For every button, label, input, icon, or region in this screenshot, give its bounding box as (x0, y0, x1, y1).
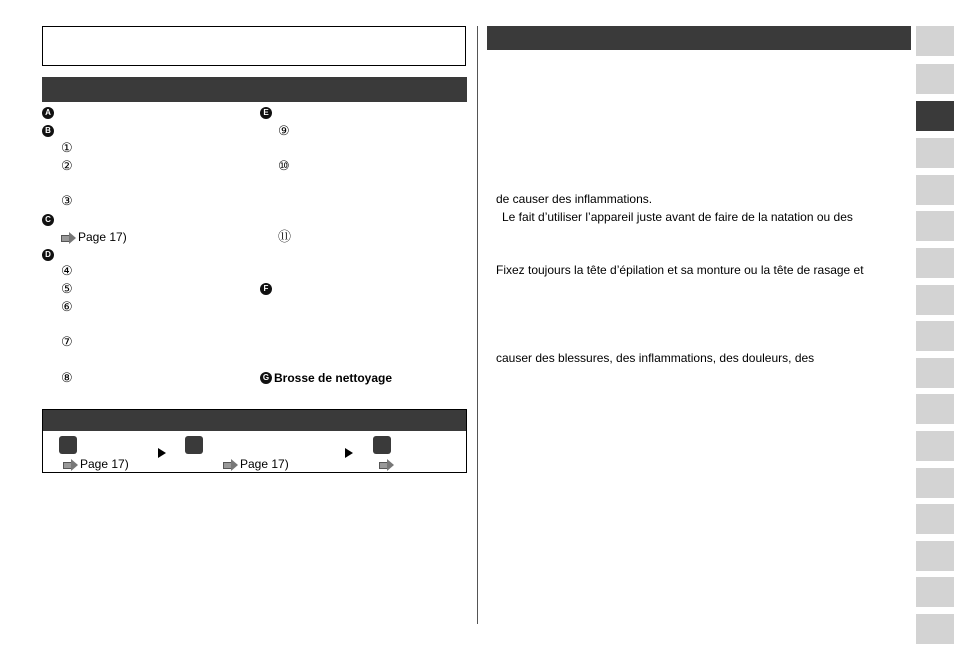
steps-section (42, 409, 467, 473)
part-number-2: ② (61, 158, 73, 173)
letter-d-icon: D (42, 249, 54, 261)
page-arrow-icon (379, 459, 395, 469)
side-tab-14[interactable] (916, 504, 954, 534)
letter-g-icon: G (260, 372, 272, 384)
side-tab-17[interactable] (916, 614, 954, 644)
letter-b-icon: B (42, 125, 54, 137)
page-arrow-icon (63, 459, 79, 469)
side-tab-8[interactable] (916, 285, 954, 315)
column-divider (477, 26, 478, 624)
side-tab-11[interactable] (916, 394, 954, 424)
right-section-header (487, 26, 911, 50)
page-arrow-icon (61, 232, 77, 242)
side-tab-16[interactable] (916, 577, 954, 607)
step-arrow-icon (158, 448, 166, 458)
page-arrow-icon (223, 459, 239, 469)
part-number-1: ① (61, 140, 73, 155)
step-2-page-ref: Page 17) (223, 457, 289, 471)
side-tab-5[interactable] (916, 175, 954, 205)
parts-section-header (42, 77, 467, 102)
step-2-box (185, 436, 203, 454)
side-tab-4[interactable] (916, 138, 954, 168)
part-number-11: ⑪ (278, 229, 292, 244)
step-arrow-icon (345, 448, 353, 458)
letter-a-icon: A (42, 107, 54, 119)
part-number-8: ⑧ (61, 370, 73, 385)
step-3-page-ref (379, 457, 396, 471)
part-number-5: ⑤ (61, 281, 73, 296)
steps-section-header (43, 410, 466, 431)
side-tab-12[interactable] (916, 431, 954, 461)
side-tab-3-active[interactable] (916, 101, 954, 131)
part-number-7: ⑦ (61, 334, 73, 349)
side-tab-13[interactable] (916, 468, 954, 498)
side-tab-2[interactable] (916, 64, 954, 94)
side-tab-15[interactable] (916, 541, 954, 571)
part-number-3: ③ (61, 193, 73, 208)
letter-f-icon: F (260, 283, 272, 295)
body-line-4: causer des blessures, des inflammations, des douleurs, des (496, 351, 815, 365)
part-number-10: ⑩ (278, 158, 290, 173)
side-tab-7[interactable] (916, 248, 954, 278)
body-line-1: de causer des inflammations. (496, 192, 653, 206)
letter-e-icon: E (260, 107, 272, 119)
side-tab-10[interactable] (916, 358, 954, 388)
letter-c-icon: C (42, 214, 54, 226)
side-tab-1[interactable] (916, 26, 954, 56)
step-1-box (59, 436, 77, 454)
step-3-box (373, 436, 391, 454)
side-tab-9[interactable] (916, 321, 954, 351)
part-number-4: ④ (61, 263, 73, 278)
side-tab-6[interactable] (916, 211, 954, 241)
part-number-6: ⑥ (61, 299, 73, 314)
body-line-2: Le fait d’utiliser l’appareil juste avant de faire de la natation ou des (502, 210, 853, 224)
page-ref-c: Page 17) (61, 230, 127, 244)
brush-label: Brosse de nettoyage (274, 371, 393, 385)
part-number-9: ⑨ (278, 123, 290, 138)
body-line-3: Fixez toujours la tête d’épilation et sa monture ou la tête de rasage et (496, 263, 864, 277)
step-1-page-ref: Page 17) (63, 457, 129, 471)
header-box (42, 26, 466, 66)
